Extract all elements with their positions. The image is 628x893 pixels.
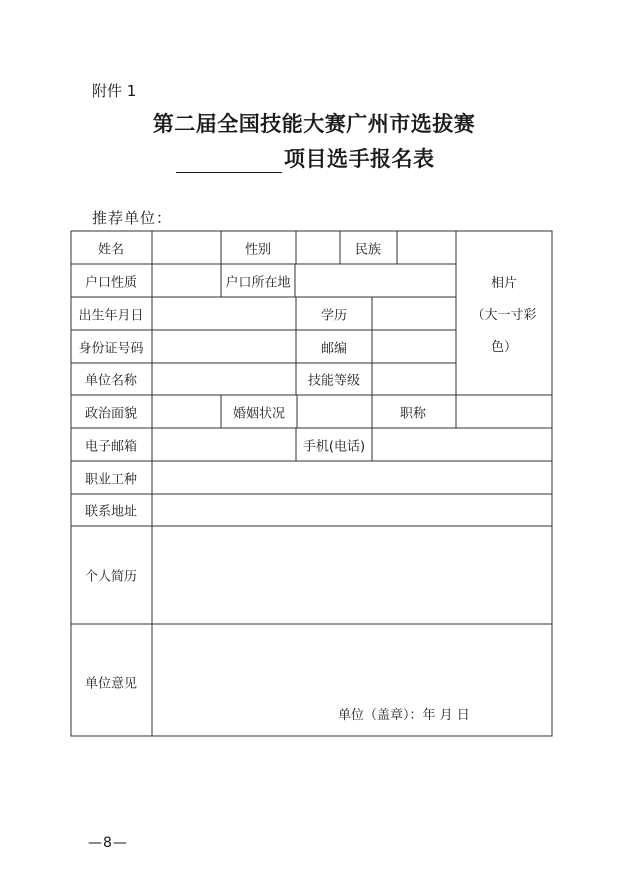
page-number: —8— — [88, 835, 128, 851]
label-photo: 相片 — [490, 276, 517, 291]
label-photo-size: （大一寸彩 — [471, 308, 537, 323]
label-birth-date: 出生年月日 — [78, 308, 144, 324]
label-address: 联系地址 — [84, 504, 138, 520]
label-employer-opinion: 单位意见 — [84, 676, 138, 692]
label-ethnicity: 民族 — [354, 242, 382, 258]
label-hukou-location: 户口所在地 — [225, 275, 291, 291]
label-resume: 个人简历 — [84, 569, 138, 585]
label-id-number: 身份证号码 — [78, 341, 144, 357]
label-marital-status: 婚姻状况 — [232, 406, 286, 422]
label-postcode: 邮编 — [320, 341, 348, 357]
seal-date-line: 单位（盖章）：年 月 日 — [338, 708, 470, 723]
label-photo-color: 色） — [490, 340, 517, 355]
label-email: 电子邮箱 — [84, 439, 138, 455]
label-occupation: 职业工种 — [84, 472, 138, 488]
attachment-label: 附件 1 — [92, 82, 137, 100]
label-job-title: 职称 — [399, 406, 427, 422]
label-employer-name: 单位名称 — [84, 373, 138, 389]
form-title-line2-text: 项目选手报名表 — [284, 147, 435, 171]
label-political-status: 政治面貌 — [84, 406, 138, 422]
label-skill-level: 技能等级 — [307, 373, 361, 389]
label-phone: 手机(电话) — [302, 439, 366, 455]
form-title-line1: 第二届全国技能大赛广州市选拔赛 — [152, 112, 476, 136]
label-name: 姓名 — [97, 242, 125, 258]
recommending-unit-label: 推荐单位： — [92, 209, 173, 227]
label-hukou-type: 户口性质 — [84, 275, 138, 291]
label-gender: 性别 — [244, 242, 272, 258]
label-education: 学历 — [320, 308, 348, 324]
